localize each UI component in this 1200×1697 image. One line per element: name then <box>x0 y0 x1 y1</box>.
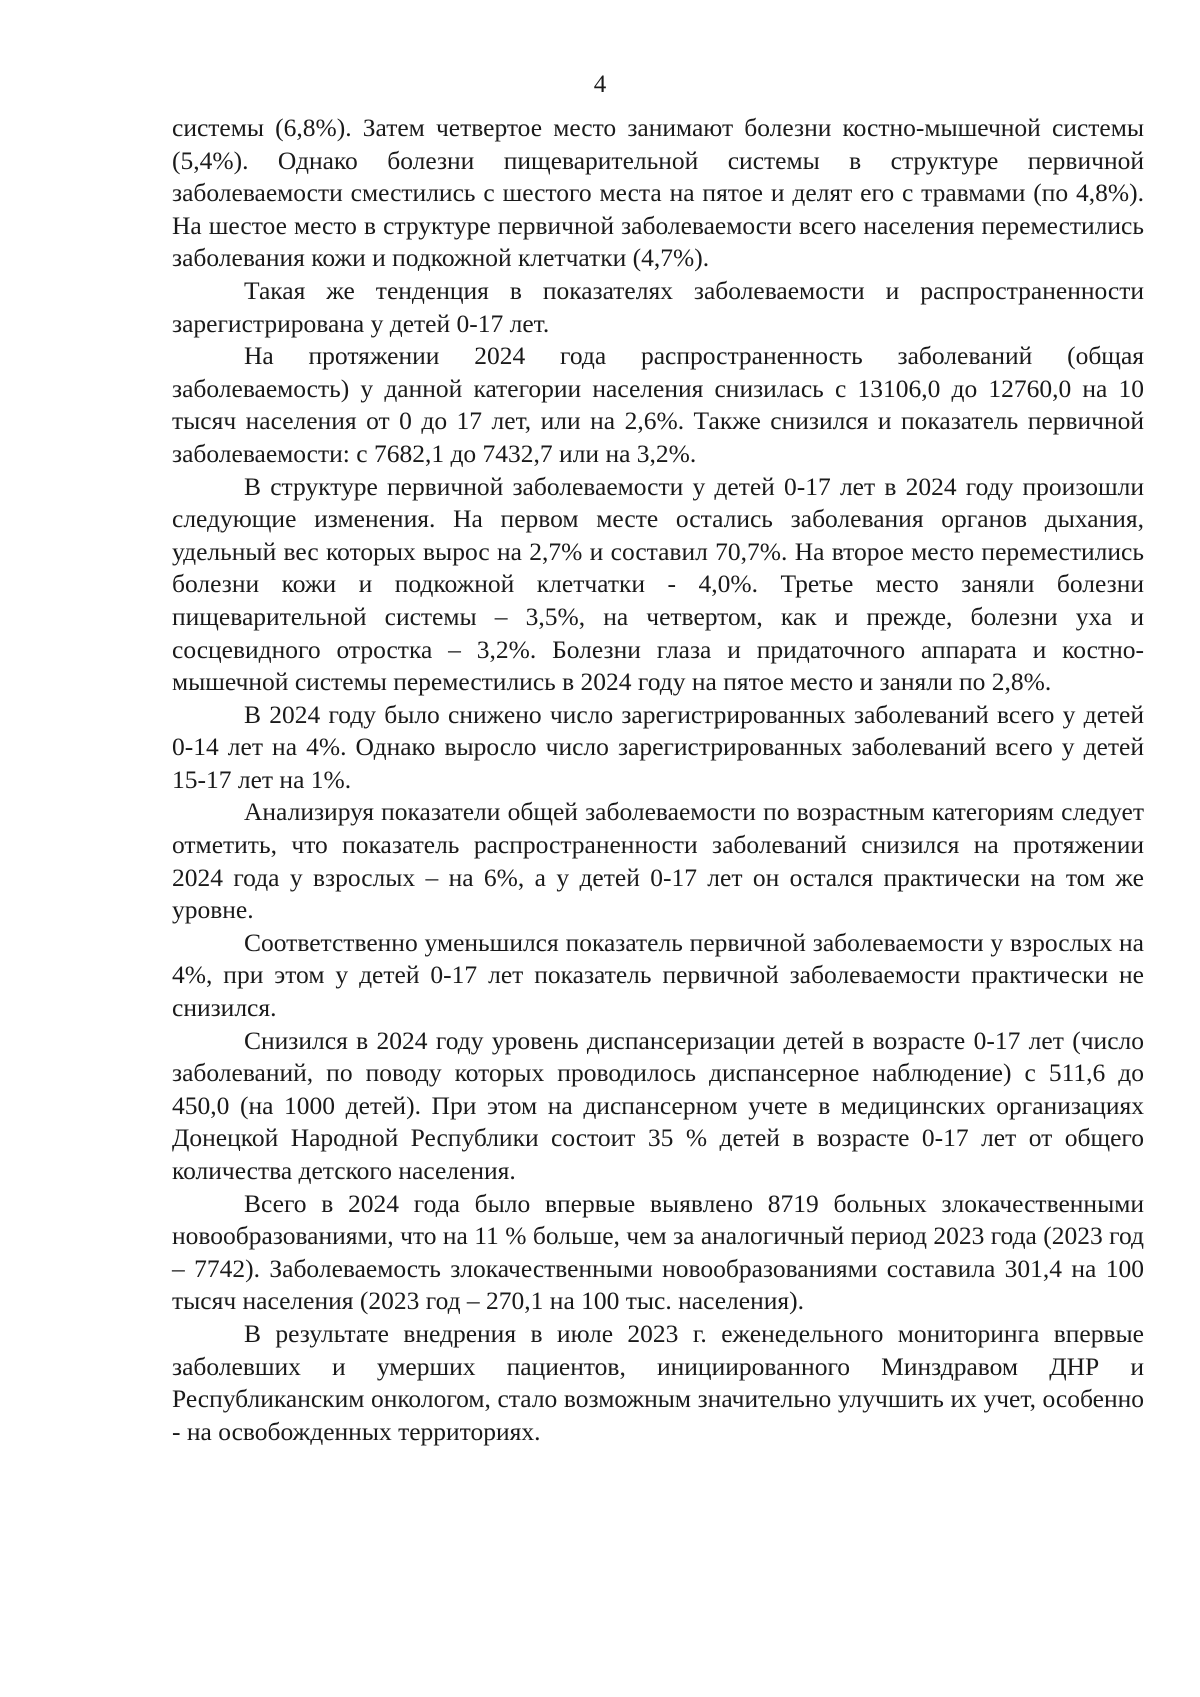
paragraph-6: Анализируя показатели общей заболеваемости по возрастным категориям следует отметить, что показатель распространенности заболеваний снизился на протяжении 2024 года у взрослых – на 6%, а у детей 0-17 лет он остался практически на том же уровне. <box>172 797 1144 925</box>
paragraph-5: В 2024 году было снижено число зарегистрированных заболеваний всего у детей 0-14 лет на 4%. Однако выросло число зарегистрированных заболеваний всего у детей 15-17 лет на 1%. <box>172 699 1144 794</box>
page-number: 4 <box>593 71 607 98</box>
paragraph-9: Всего в 2024 года было впервые выявлено 8719 больных злокачественными новообразованиями, что на 11 % больше, чем за аналогичный период 2023 года (2023 год – 7742). Заболеваемость злокачественными новообразованиями составила 301,4 на 100 тысяч населения (2023 год – 270,1 на 100 тыс. населения). <box>172 1188 1144 1316</box>
paragraph-7: Соответственно уменьшился показатель первичной заболеваемости у взрослых на 4%, при этом у детей 0-17 лет показатель первичной заболеваемости практически не снизился. <box>172 927 1144 1023</box>
paragraph-10: В результате внедрения в июле 2023 г. еженедельного мониторинга впервые заболевших и умерших пациентов, инициированного Минздравом ДНР и Республиканским онкологом, стало возможным значительно улучшить их учет, особенно - на освобожденных территориях. <box>172 1318 1144 1446</box>
paragraph-2: Такая же тенденция в показателях заболеваемости и распространенности зарегистрирована у детей 0-17 лет. <box>172 275 1144 338</box>
paragraph-3: На протяжении 2024 года распространенность заболеваний (общая заболеваемость) у данной категории населения снизилась с 13106,0 до 12760,0 на 10 тысяч населения от 0 до 17 лет, или на 2,6%. Также снизился и показатель первичной заболеваемости: с 7682,1 до 7432,7 или на 3,2%. <box>172 341 1144 468</box>
paragraph-8: Снизился в 2024 году уровень диспансеризации детей в возрасте 0-17 лет (число заболеваний, по поводу которых проводилось диспансерное наблюдение) с 511,6 до 450,0 (на 1000 детей). При этом на диспансерном учете в медицинских организациях Донецкой Народной Республики состоит 35 % детей в возрасте 0-17 лет от общего количества детского населения. <box>172 1025 1144 1185</box>
paragraph-4: В структуре первичной заболеваемости у детей 0-17 лет в 2024 году произошли следующие изменения. На первом месте остались заболевания органов дыхания, удельный вес которых вырос на 2,7% и составил 70,7%. На второе место переместились болезни кожи и подкожной клетчатки - 4,0%. Третье место заняли болезни пищеварительной системы – 3,5%, на четвертом, как и прежде, болезни уха и сосцевидного отростка – 3,2%. Болезни глаза и придаточного аппарата и костно-мышечной системы переместились в 2024 году на пятое место и заняли по 2,8%. <box>172 471 1144 697</box>
paragraph-1-continuation: системы (6,8%). Затем четвертое место занимают болезни костно-мышечной системы (5,4%). Однако болезни пищеварительной системы в структуре первичной заболеваемости сместились с шестого места на пятое и делят его с травмами (по 4,8%). На шестое место в структуре первичной заболеваемости всего населения переместились заболевания кожи и подкожной клетчатки (4,7%). <box>172 113 1144 273</box>
document-body <box>172 112 1144 1448</box>
